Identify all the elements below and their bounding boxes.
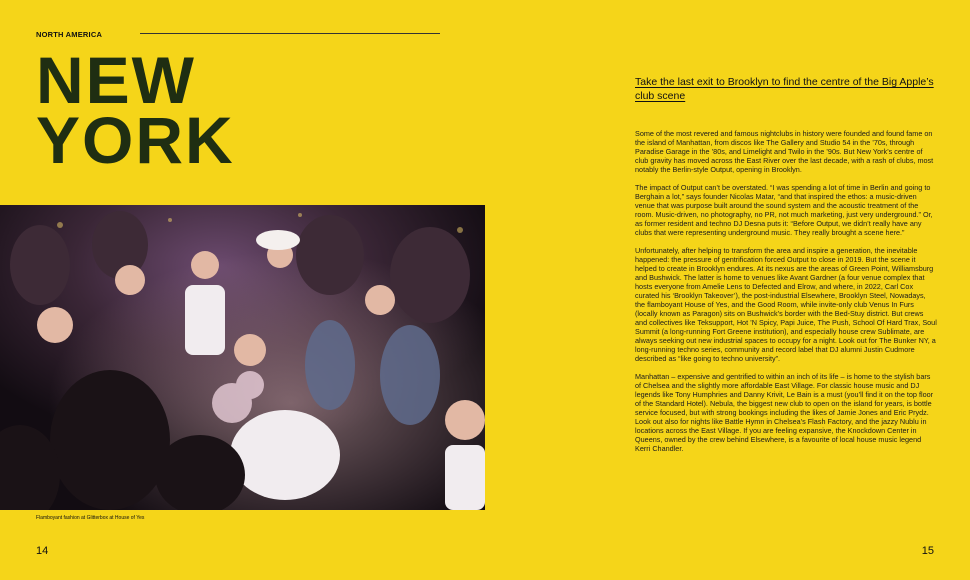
paragraph-4: Manhattan – expensive and gentrified to within an inch of its life – is home to the stylish bars of Chelsea and the slightly more affordable East Village. For classic house music and DJ legends like Tony Humphries and Danny Krivit, Le Bain is a must (you’ll find it on the top floor of the Standard Hotel). Nebula, the biggest new club to open on the island for years, is bottle service focused, but with strong bookings including the likes of Jamie Jones and Eric Prydz. Look out also for nights like Battle Hymn in Chelsea’s Flash Factory, and the jazzy Nublu in locations across the East Village. If you are feeling expansive, the Knockdown Center in Queens, owned by the crew behind Elsewhere, is a favourite of local house music legend Kerri Chandler. — [635, 372, 934, 453]
headline-line-1: NEW — [36, 43, 196, 117]
page-number-left: 14 — [36, 545, 49, 557]
section-rule — [140, 33, 440, 34]
crowd-illustration — [0, 205, 485, 510]
paragraph-2: The impact of Output can’t be overstated. “I was spending a lot of time in Berlin and going to Berghain a lot,” says founder Nicolas Matar, “and that inspired the ethos: a music-driven venue that was purpose built around the sound system and the acoustic treatment of the room. Music-driven, no photography, no PR, not much marketing, just very underground.” Or, as former resident and techno DJ Desna puts it: “Before Output, we didn’t really have any clubs that were representing underground music. They really brought a scene here.” — [635, 183, 933, 237]
paragraph-3: Unfortunately, after helping to transform the area and inspire a generation, the inevitable happened: the pressure of gentrification forced Output to close in 2019. But the scene it helped to create in Brooklyn endures. At its nexus are the areas of Green Point, Williamsburg and Bushwick. The latter is home to venues like Avant Gardner (a four venue complex that hosts everyone from Amelie Lens to Defected and Elrow, and where, in 2022, Carl Cox curated his ‘Brooklyn Takeover’), the post-industrial Elsewhere, Brooklyn Steel, Nowadays, the flamboyant House of Yes, and the Good Room, while invite-only club Venus In Furs (locally known as Paragon) sits on Bushwick’s border with the Bed-Stuy district. But crews and collectives like Teksupport, Hot ’N Spicy, Papi Juice, The Push, School Of Hard Trax, Soul Summit (a long-running Fort Greene institution), and especially house crew Sublimate, are always seeking out new industrial spaces to occupy for a night. Look out for The Bunker NY, a long-running techno series, community and record label that DJ alumni Justin Cudmore described as “like going to techno university”. — [635, 246, 937, 363]
page-number-right: 15 — [921, 545, 934, 557]
standfirst: Take the last exit to Brooklyn to find the centre of the Big Apple’s club scene — [635, 76, 934, 102]
headline — [36, 43, 235, 177]
right-page — [485, 0, 970, 580]
headline-line-2: YORK — [36, 103, 235, 177]
club-crowd-photo — [0, 205, 485, 510]
section-label: NORTH AMERICA — [36, 30, 103, 39]
paragraph-1: Some of the most revered and famous nightclubs in history were founded and found fame on the island of Manhattan, from discos like The Gallery and Studio 54 in the ’70s, through Paradise Garage in the ’80s, and Limelight and Twilo in the ’90s. But New York’s centre of club gravity has moved across the East River over the last decade, with a rash of clubs, most notably the Berlin-style Output, opening in Brooklyn. — [635, 129, 934, 174]
article-body — [635, 129, 937, 462]
photo-caption: Flamboyant fashion at Glitterbox at House of Yes — [36, 515, 145, 521]
